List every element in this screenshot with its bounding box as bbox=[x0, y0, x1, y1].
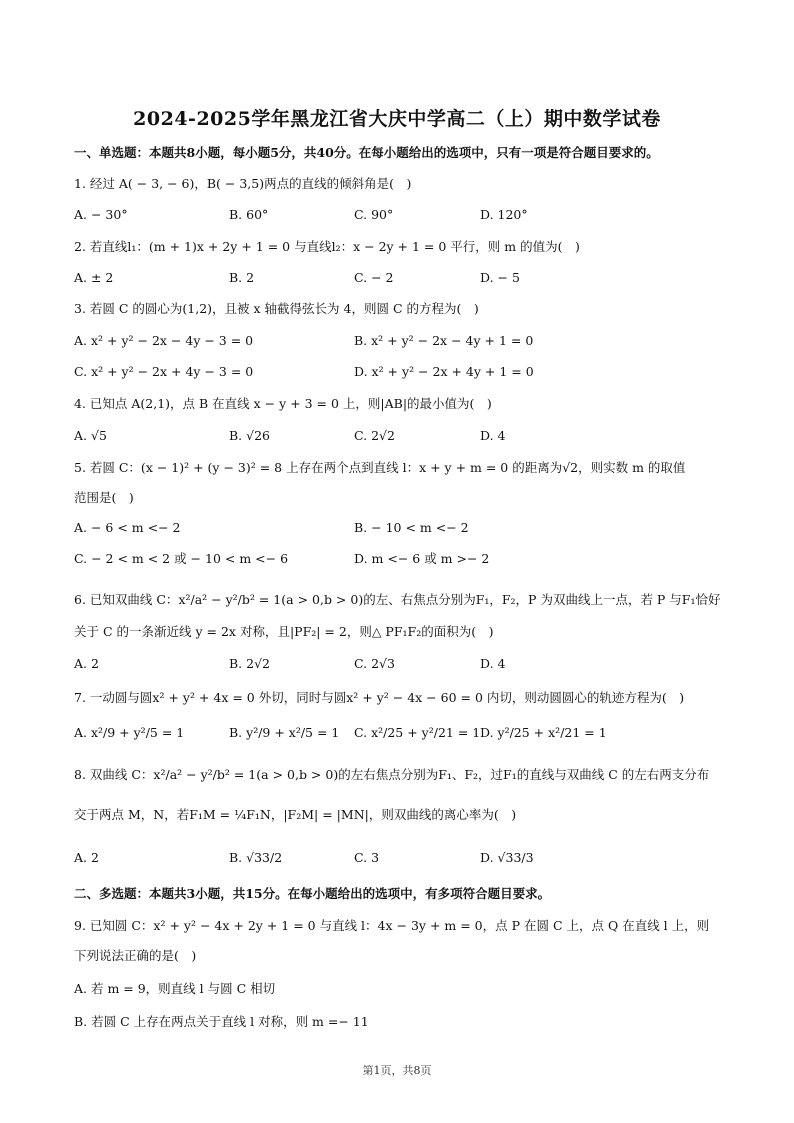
question-8-stem-line-2: 交于两点 M，N，若F₁M = ¼F₁N，|F₂M| = |MN|，则双曲线的离心率为( ) bbox=[74, 807, 517, 822]
question-6-option-b: B. 2√2 bbox=[229, 656, 271, 671]
question-4-option-a: A. √5 bbox=[74, 428, 107, 443]
question-1-stem: 1. 经过 A( − 3, − 6)，B( − 3,5)两点的直线的倾斜角是( ) bbox=[74, 176, 412, 191]
question-3-option-d: D. x² + y² − 2x + 4y + 1 = 0 bbox=[354, 364, 534, 379]
question-2-option-d: D. − 5 bbox=[480, 270, 520, 285]
question-2-option-a: A. ± 2 bbox=[74, 270, 114, 285]
section-heading-multiple-choice: 二、多选题：本题共3小题，共15分。在每小题给出的选项中，有多项符合题目要求。 bbox=[74, 886, 551, 901]
question-9-option-a: A. 若 m = 9，则直线 l 与圆 C 相切 bbox=[74, 981, 276, 996]
question-6-stem-line-1: 6. 已知双曲线 C：x²/a² − y²/b² = 1(a > 0,b > 0)的左、右焦点分别为F₁，F₂，P 为双曲线上一点，若 P 与F₁恰好 bbox=[74, 592, 721, 607]
question-7-option-d: D. y²/25 + x²/21 = 1 bbox=[480, 725, 607, 740]
question-1-option-c: C. 90° bbox=[354, 207, 394, 222]
page-title: 2024-2025学年黑龙江省大庆中学高二（上）期中数学试卷 bbox=[133, 108, 661, 130]
question-8-option-a: A. 2 bbox=[74, 850, 99, 865]
question-5-option-c: C. − 2 < m < 2 或 − 10 < m <− 6 bbox=[74, 551, 289, 566]
question-6-option-d: D. 4 bbox=[480, 656, 506, 671]
question-5-stem-line-1: 5. 若圆 C：(x − 1)² + (y − 3)² = 8 上存在两个点到直线 l：x + y + m = 0 的距离为√2，则实数 m 的取值 bbox=[74, 460, 686, 475]
question-8-option-d: D. √33/3 bbox=[480, 850, 534, 865]
question-6-option-a: A. 2 bbox=[74, 656, 99, 671]
question-3-stem: 3. 若圆 C 的圆心为(1,2)，且被 x 轴截得弦长为 4，则圆 C 的方程为( ) bbox=[74, 301, 479, 316]
question-4-option-b: B. √26 bbox=[229, 428, 271, 443]
section-heading-single-choice: 一、单选题：本题共8小题，每小题5分，共40分。在每小题给出的选项中，只有一项是符合题目要求的。 bbox=[74, 145, 659, 160]
question-7-stem: 7. 一动圆与圆x² + y² + 4x = 0 外切，同时与圆x² + y² − 4x − 60 = 0 内切，则动圆圆心的轨迹方程为( ) bbox=[74, 690, 685, 705]
question-5-stem-line-2: 范围是( ) bbox=[74, 490, 134, 505]
question-7-option-b: B. y²/9 + x²/5 = 1 bbox=[229, 725, 340, 740]
question-3-option-a: A. x² + y² − 2x − 4y − 3 = 0 bbox=[74, 333, 254, 348]
question-8-option-c: C. 3 bbox=[354, 850, 380, 865]
question-2-option-b: B. 2 bbox=[229, 270, 255, 285]
question-4-option-d: D. 4 bbox=[480, 428, 506, 443]
question-4-stem: 4. 已知点 A(2,1)，点 B 在直线 x − y + 3 = 0 上，则|AB|的最小值为( ) bbox=[74, 396, 492, 411]
question-3-option-c: C. x² + y² − 2x + 4y − 3 = 0 bbox=[74, 364, 254, 379]
question-5-option-b: B. − 10 < m <− 2 bbox=[354, 520, 469, 535]
question-2-option-c: C. − 2 bbox=[354, 270, 394, 285]
question-7-option-c: C. x²/25 + y²/21 = 1 bbox=[354, 725, 481, 740]
question-4-option-c: C. 2√2 bbox=[354, 428, 395, 443]
question-5-option-a: A. − 6 < m <− 2 bbox=[74, 520, 181, 535]
question-3-option-b: B. x² + y² − 2x − 4y + 1 = 0 bbox=[354, 333, 534, 348]
question-8-stem-line-1: 8. 双曲线 C：x²/a² − y²/b² = 1(a > 0,b > 0)的左右焦点分别为F₁、F₂，过F₁的直线与双曲线 C 的左右两支分布 bbox=[74, 767, 710, 782]
question-2-stem: 2. 若直线l₁：(m + 1)x + 2y + 1 = 0 与直线l₂：x − 2y + 1 = 0 平行，则 m 的值为( ) bbox=[74, 239, 580, 254]
question-5-option-d: D. m <− 6 或 m >− 2 bbox=[354, 551, 490, 566]
page-number-footer: 第1页，共8页 bbox=[362, 1064, 432, 1077]
question-1-option-b: B. 60° bbox=[229, 207, 269, 222]
question-7-option-a: A. x²/9 + y²/5 = 1 bbox=[74, 725, 185, 740]
question-9-stem-line-2: 下列说法正确的是( ) bbox=[74, 948, 197, 963]
question-1-option-a: A. − 30° bbox=[74, 207, 128, 222]
question-1-option-d: D. 120° bbox=[480, 207, 528, 222]
question-9-stem-line-1: 9. 已知圆 C：x² + y² − 4x + 2y + 1 = 0 与直线 l：4x − 3y + m = 0，点 P 在圆 C 上，点 Q 在直线 l 上，则 bbox=[74, 918, 710, 933]
question-6-stem-line-2: 关于 C 的一条渐近线 y = 2x 对称，且|PF₂| = 2，则△ PF₁F₂的面积为( ) bbox=[74, 624, 494, 639]
question-8-option-b: B. √33/2 bbox=[229, 850, 283, 865]
question-6-option-c: C. 2√3 bbox=[354, 656, 395, 671]
question-9-option-b: B. 若圆 C 上存在两点关于直线 l 对称，则 m =− 11 bbox=[74, 1014, 369, 1029]
